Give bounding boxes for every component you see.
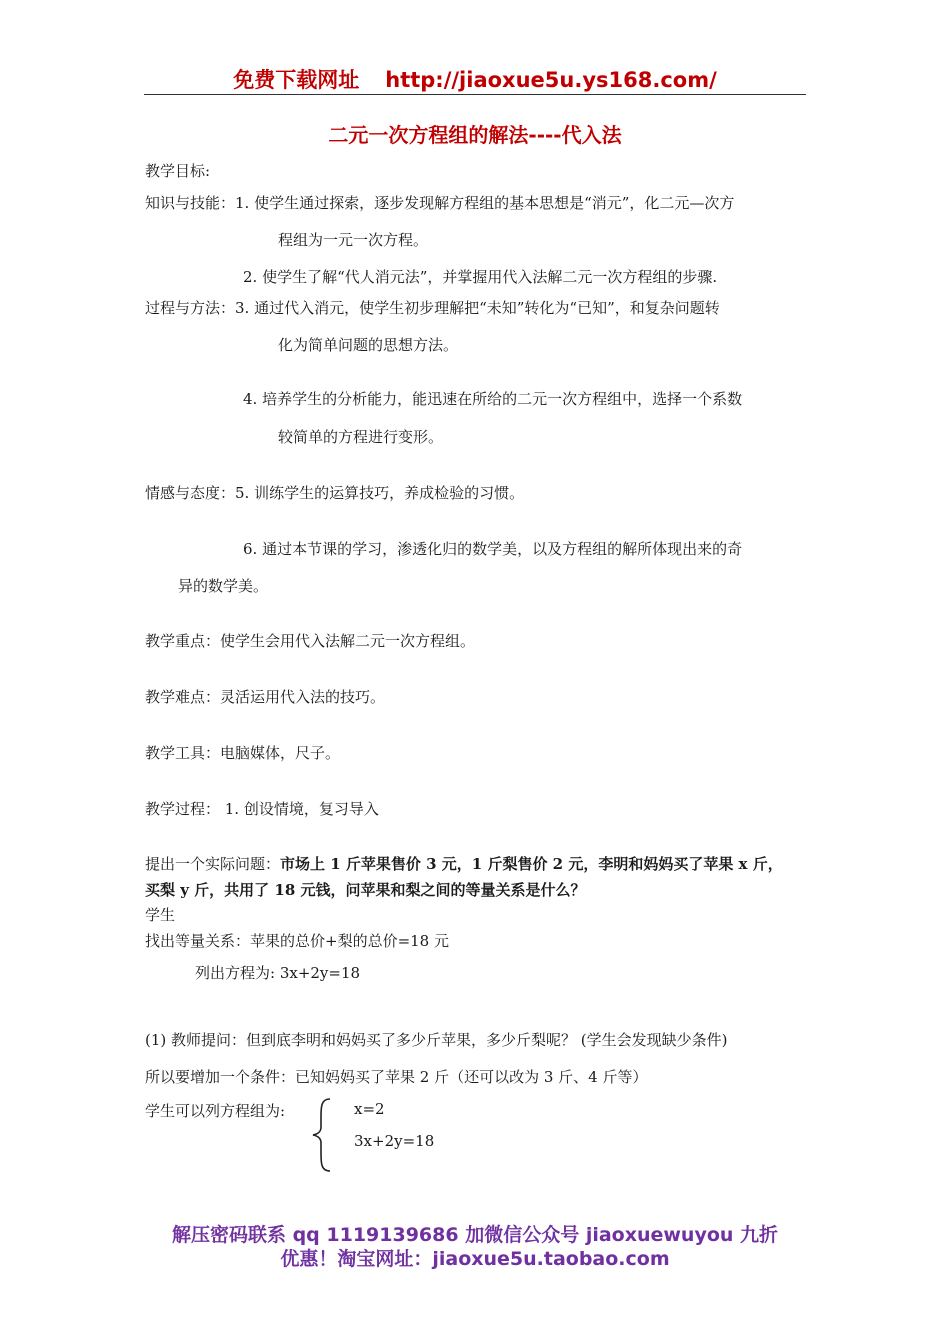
footer-line-2: 优惠！淘宝网址：jiaoxue5u.taobao.com bbox=[280, 1248, 670, 1270]
footer-line-1: 解压密码联系 qq 1119139686 加微信公众号 jiaoxuewuyou 九折 bbox=[171, 1224, 779, 1246]
goal-5: 情感与态度：5. 训练学生的运算技巧，养成检验的习惯。 bbox=[145, 484, 525, 502]
system-intro: 学生可以列方程组为: bbox=[145, 1102, 286, 1120]
goal-6-line-a: 6. 通过本节课的学习，渗透化归的数学美，以及方程组的解所体现出来的奇 bbox=[243, 540, 743, 558]
goal-1-line-a: 知识与技能：1. 使学生通过探索，逐步发现解方程组的基本思想是“消元”，化二元—次方 bbox=[145, 194, 735, 212]
header-url-link[interactable]: http://jiaoxue5u.ys168.com/ bbox=[385, 68, 717, 92]
added-condition: 所以要增加一个条件：已知妈妈买了苹果 2 斤（还可以改为 3 斤、4 斤等） bbox=[145, 1068, 648, 1086]
teacher-question: (1) 教师提问：但到底李明和妈妈买了多少斤苹果，多少斤梨呢？ (学生会发现缺少条件) bbox=[145, 1031, 728, 1049]
left-brace-icon bbox=[308, 1097, 338, 1173]
document-title: 二元一次方程组的解法----代入法 bbox=[328, 123, 622, 147]
equality-relation: 找出等量关系：苹果的总价+梨的总价=18 元 bbox=[145, 932, 449, 950]
teaching-tools: 教学工具：电脑媒体，尺子。 bbox=[145, 744, 341, 762]
equation-line: 列出方程为: 3x+2y=18 bbox=[195, 964, 361, 982]
teaching-goals-heading: 教学目标: bbox=[145, 162, 211, 180]
goal-3-line-b: 化为简单问题的思想方法。 bbox=[278, 336, 459, 354]
goal-4-line-b: 较简单的方程进行变形。 bbox=[278, 428, 444, 446]
teaching-process: 教学过程： 1. 创设情境，复习导入 bbox=[145, 800, 379, 818]
goal-2: 2. 使学生了解“代人消元法”，并掌握用代入法解二元一次方程组的步骤. bbox=[243, 268, 718, 286]
page-header bbox=[0, 64, 950, 94]
header-rule bbox=[144, 94, 806, 95]
problem-line-1 bbox=[145, 853, 783, 874]
problem-prefix: 提出一个实际问题： bbox=[145, 855, 281, 873]
teaching-key-point: 教学重点：使学生会用代入法解二元一次方程组。 bbox=[145, 632, 476, 650]
problem-statement-a: 市场上 1 斤苹果售价 3 元，1 斤梨售价 2 元，李明和妈妈买了苹果 x 斤， bbox=[280, 855, 783, 873]
system-equation-2: 3x+2y=18 bbox=[354, 1132, 435, 1150]
problem-statement-b: 买梨 y 斤，共用了 18 元钱，问苹果和梨之间的等量关系是什么？ bbox=[145, 881, 586, 899]
goal-1-line-b: 程组为一元一次方程。 bbox=[278, 231, 429, 249]
student-label: 学生 bbox=[145, 906, 176, 924]
system-equation-1: x=2 bbox=[354, 1100, 385, 1118]
goal-3-line-a: 过程与方法：3. 通过代入消元，使学生初步理解把“未知”转化为“已知”，和复杂问题转 bbox=[145, 299, 720, 317]
goal-6-line-b: 异的数学美。 bbox=[178, 577, 269, 595]
header-label: 免费下载网址 bbox=[233, 68, 360, 92]
goal-4-line-a: 4. 培养学生的分析能力，能迅速在所给的二元一次方程组中，选择一个系数 bbox=[243, 390, 743, 408]
teaching-difficulty: 教学难点：灵活运用代入法的技巧。 bbox=[145, 688, 386, 706]
